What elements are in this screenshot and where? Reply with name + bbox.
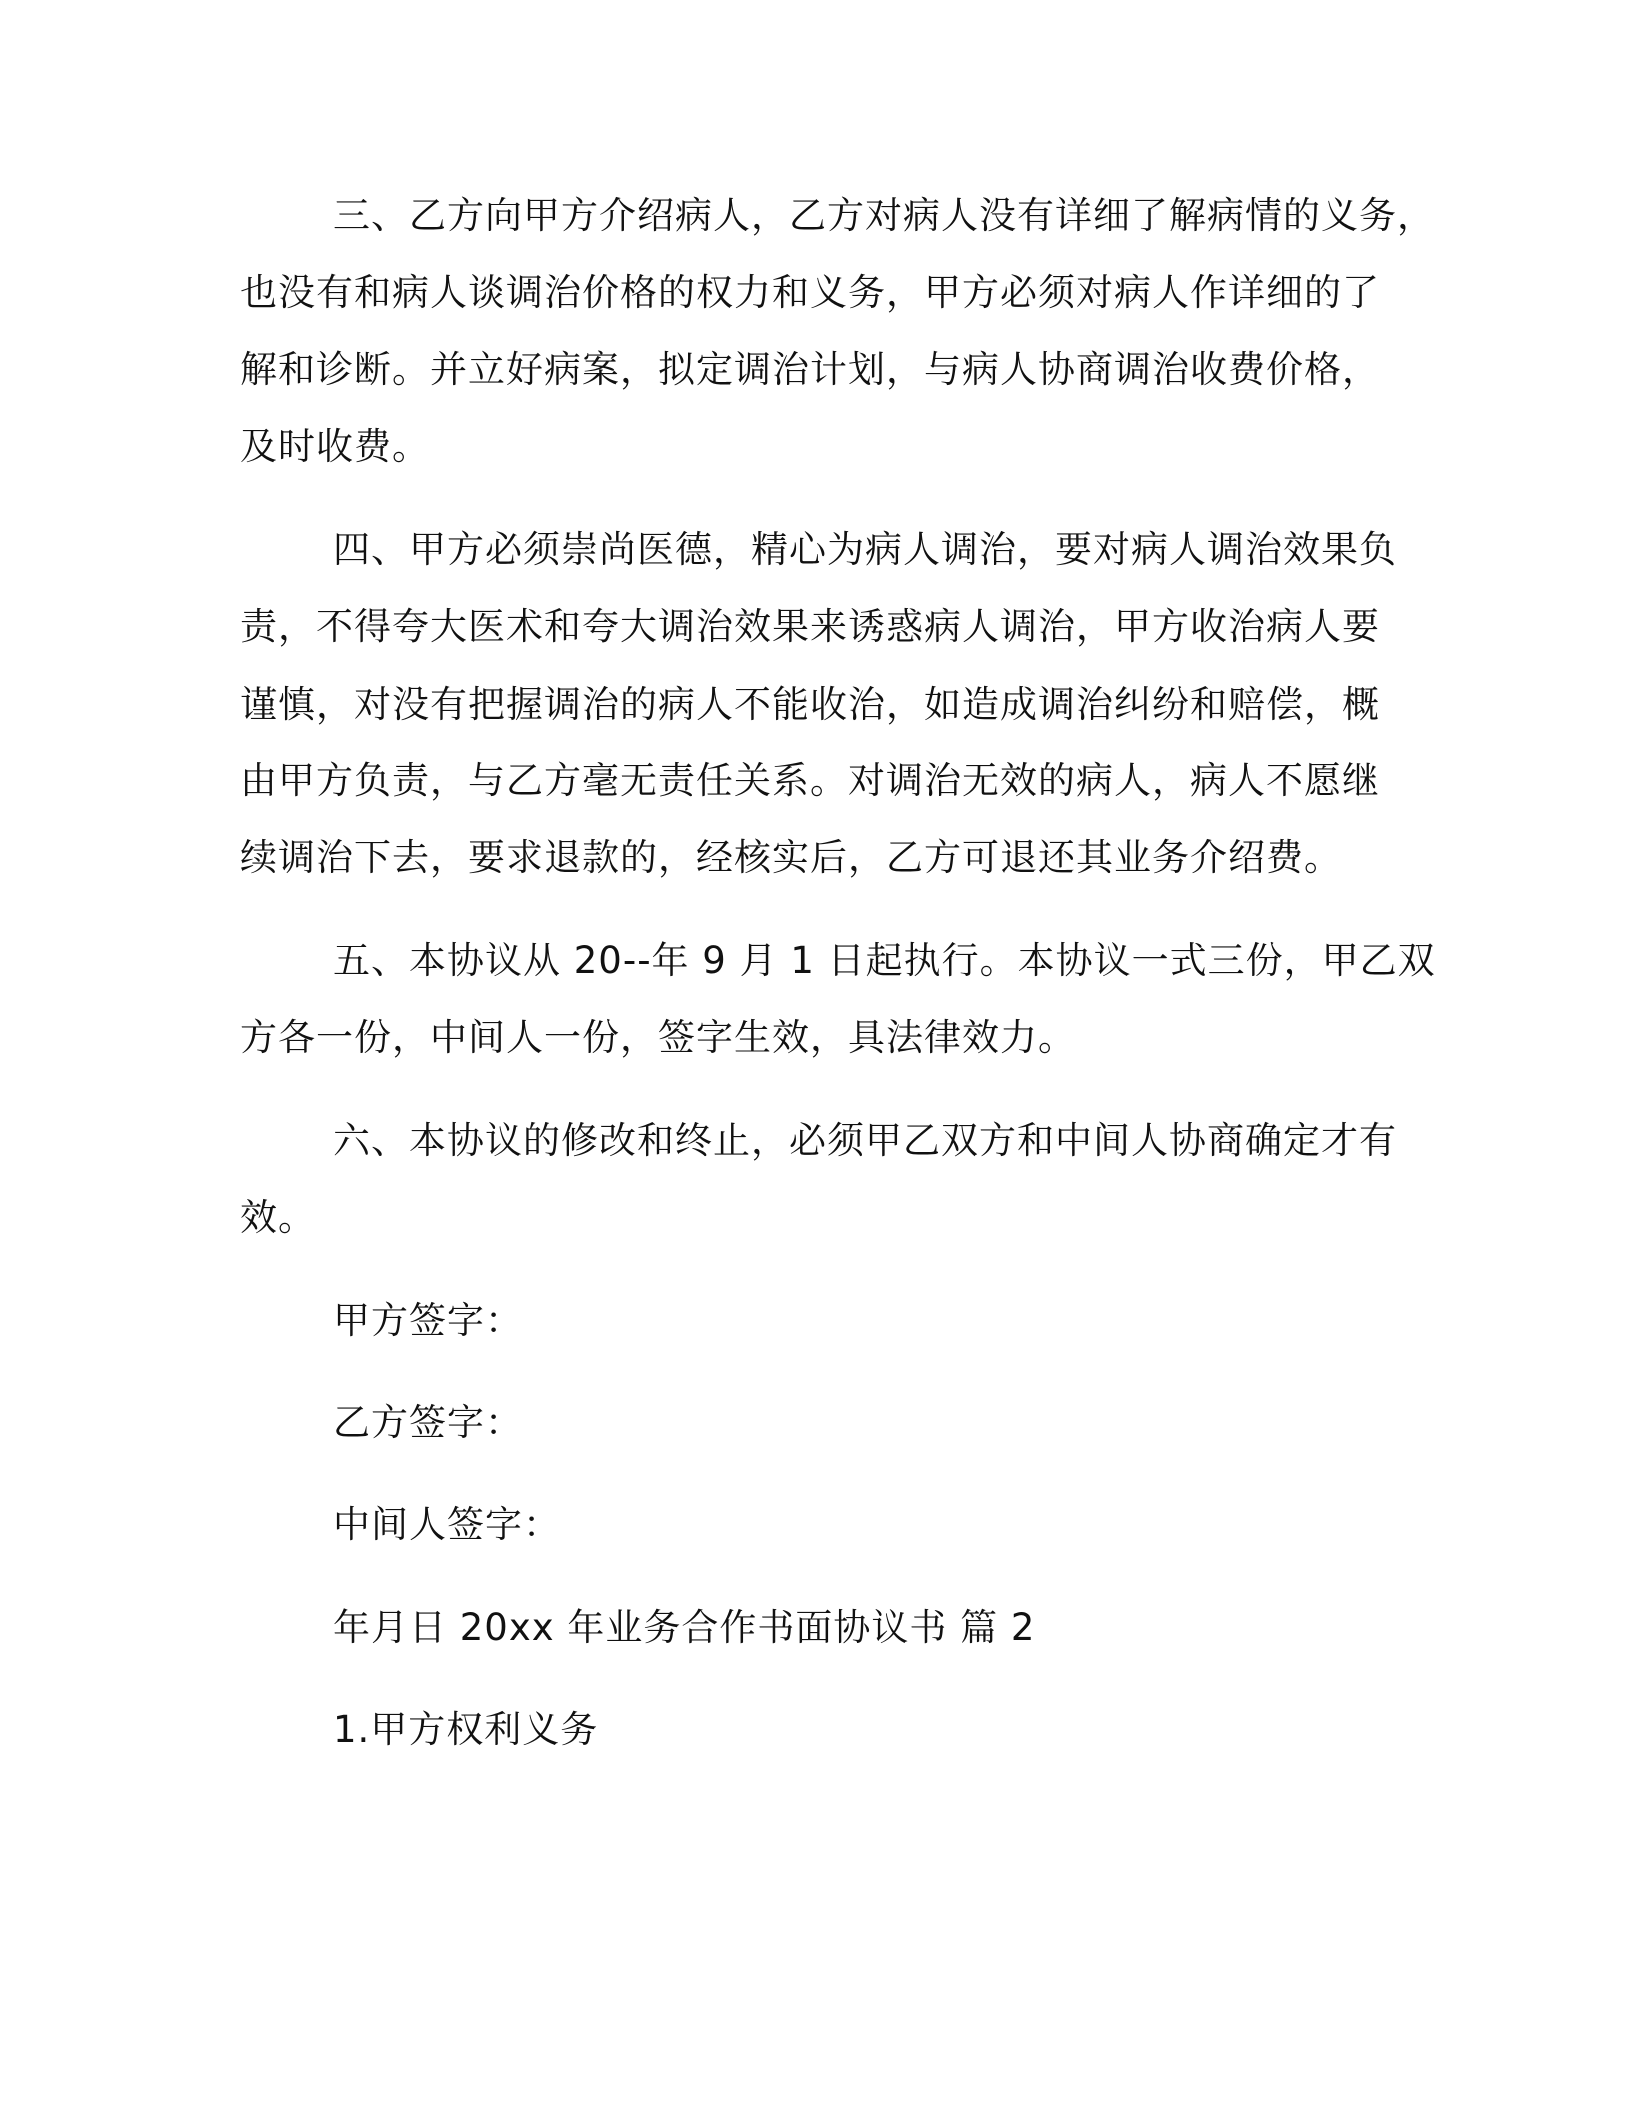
clause-6-line-1: 六、本协议的修改和终止，必须甲乙双方和中间人协商确定才有 bbox=[333, 1119, 1397, 1162]
clause-5-line-1: 五、本协议从 20--年 9 月 1 日起执行。本协议一式三份，甲乙双 bbox=[333, 939, 1436, 982]
clause-3-line-4: 及时收费。 bbox=[240, 425, 430, 468]
clause-5-line-2: 方各一份，中间人一份，签字生效，具法律效力。 bbox=[240, 1016, 1076, 1059]
clause-4-line-4: 由甲方负责，与乙方毫无责任关系。对调治无效的病人，病人不愿继 bbox=[240, 759, 1380, 802]
clause-4-line-2: 责，不得夸大医术和夸大调治效果来诱惑病人调治，甲方收治病人要 bbox=[240, 605, 1380, 648]
clause-4-line-1: 四、甲方必须崇尚医德，精心为病人调治，要对病人调治效果负 bbox=[333, 528, 1397, 571]
clause-3-line-2: 也没有和病人谈调治价格的权力和义务，甲方必须对病人作详细的了 bbox=[240, 271, 1380, 314]
clause-6-line-2: 效。 bbox=[240, 1196, 316, 1239]
date-and-document-title: 年月日 20xx 年业务合作书面协议书 篇 2 bbox=[333, 1606, 1036, 1649]
intermediary-signature-label: 中间人签字： bbox=[333, 1503, 561, 1546]
clause-3-line-3: 解和诊断。并立好病案，拟定调治计划，与病人协商调治收费价格， bbox=[240, 348, 1380, 391]
clause-4-line-3: 谨慎，对没有把握调治的病人不能收治，如造成调治纠纷和赔偿，概 bbox=[240, 683, 1380, 726]
section-heading: 1.甲方权利义务 bbox=[333, 1708, 599, 1751]
clause-3-line-1: 三、乙方向甲方介绍病人，乙方对病人没有详细了解病情的义务， bbox=[333, 194, 1435, 237]
party-b-signature-label: 乙方签字： bbox=[333, 1401, 523, 1444]
clause-4-line-5: 续调治下去，要求退款的，经核实后，乙方可退还其业务介绍费。 bbox=[240, 836, 1342, 879]
party-a-signature-label: 甲方签字： bbox=[333, 1299, 523, 1342]
